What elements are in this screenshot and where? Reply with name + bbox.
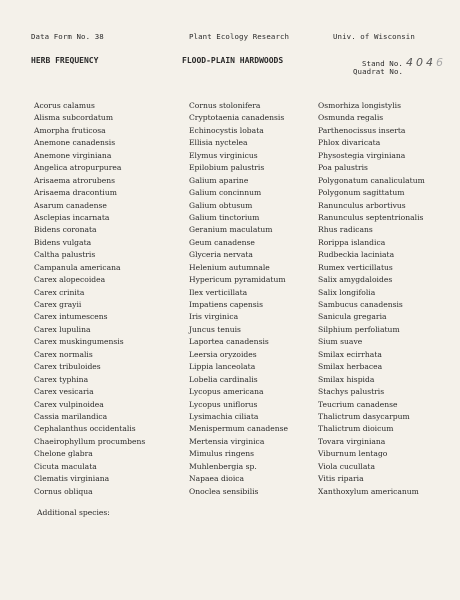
species-item: Parthenocissus inserta — [318, 125, 406, 135]
species-item: Rudbeckia laciniata — [318, 250, 395, 260]
species-item: Leersia oryzoides — [189, 349, 257, 359]
species-item: Poa palustris — [318, 163, 368, 173]
species-item: Geum canadense — [189, 237, 255, 247]
species-item: Osmorhiza longistylis — [318, 101, 401, 110]
university: Univ. of Wisconsin — [333, 32, 415, 41]
species-item: Carex muskingumensis — [34, 337, 124, 347]
species-item: Silphium perfoliatum — [318, 324, 400, 334]
species-item: Vitis riparia — [318, 474, 364, 484]
species-item: Teucrium canadense — [318, 399, 398, 409]
species-item: Polygonatum canaliculatum — [318, 175, 425, 185]
species-item: Lycopus americana — [189, 387, 264, 397]
species-item: Hypericum pyramidatum — [189, 275, 286, 285]
species-item: Carex intumescens — [34, 312, 108, 322]
species-item: Amorpha fruticosa — [34, 125, 106, 135]
organization: Plant Ecology Research — [189, 32, 290, 41]
species-item: Juncus tenuis — [189, 324, 241, 334]
species-item: Impatiens capensis — [189, 300, 264, 309]
species-item: Carex typhina — [34, 374, 89, 384]
species-item: Galium tinctorium — [189, 212, 260, 222]
species-item: Carex lupulina — [34, 324, 91, 334]
species-item: Angelica atropurpurea — [34, 163, 122, 173]
stand-number-label: Stand No. — [362, 59, 403, 68]
species-item: Echinocystis lobata — [189, 125, 264, 135]
species-item: Thalictrum dioicum — [318, 424, 394, 434]
species-item: Menispermum canadense — [189, 424, 289, 434]
species-item: Cephalanthus occidentalis — [34, 424, 136, 434]
species-item: Bidens vulgata — [34, 237, 92, 247]
species-item: Campanula americana — [34, 262, 121, 272]
species-item: Ranunculus septentrionalis — [318, 212, 424, 222]
species-item: Lycopus uniflorus — [189, 399, 258, 409]
species-item: Anemone canadensis — [34, 138, 116, 148]
species-item: Rumex verticillatus — [318, 262, 393, 272]
species-column-1 — [34, 100, 145, 498]
species-item: Bidens coronata — [34, 225, 97, 235]
species-item: Carex crinita — [34, 287, 85, 297]
species-column-2 — [189, 100, 288, 498]
species-item: Glyceria nervata — [189, 250, 253, 260]
species-item: Chaeirophyllum procumbens — [34, 436, 146, 446]
species-item: Acorus calamus — [34, 101, 95, 110]
species-item: Mimulus ringens — [189, 449, 255, 459]
species-item: Cryptotaenia canadensis — [189, 113, 285, 123]
quadrat-number-label: Quadrat No. — [353, 67, 404, 76]
species-item: Ellisia nyctelea — [189, 138, 248, 148]
species-item: Epilobium palustris — [189, 163, 265, 173]
species-item: Salix longifolia — [318, 287, 376, 297]
species-item: Galium aparine — [189, 175, 249, 185]
species-item: Salix amygdaloides — [318, 275, 393, 285]
species-item: Iris virginica — [189, 312, 239, 322]
species-item: Lippia lanceolata — [189, 362, 256, 372]
species-item: Cicuta maculata — [34, 461, 97, 471]
species-item: Polygonum sagittatum — [318, 188, 405, 198]
species-item: Alisma subcordatum — [34, 113, 114, 123]
stand-number-value: 4046 — [405, 56, 446, 69]
species-item: Phlox divaricata — [318, 138, 381, 148]
species-column-3 — [318, 100, 425, 498]
species-item: Smilax hispida — [318, 374, 375, 384]
species-item: Arisaema atrorubens — [34, 175, 116, 185]
species-item: Stachys palustris — [318, 387, 385, 397]
species-item: Viburnum lentago — [318, 449, 388, 459]
species-item: Asclepias incarnata — [34, 212, 110, 222]
species-item: Xanthoxylum americanum — [318, 486, 419, 496]
species-item: Chelone glabra — [34, 449, 93, 459]
species-item: Arisaema dracontium — [34, 188, 117, 198]
species-item: Sambucus canadensis — [318, 300, 403, 309]
species-item: Carex vulpinoidea — [34, 399, 104, 409]
species-item: Carex grayii — [34, 300, 82, 309]
species-item: Smilax herbacea — [318, 362, 383, 372]
species-item: Mertensia virginica — [189, 436, 265, 446]
species-item: Smilax ecirrhata — [318, 349, 382, 359]
species-item: Napaea dioica — [189, 474, 245, 484]
species-item: Sanicula gregaria — [318, 312, 387, 322]
species-item: Carex tribuloides — [34, 362, 101, 372]
species-item: Osmunda regalis — [318, 113, 384, 123]
additional-species-label: Additional species: — [37, 508, 110, 517]
species-item: Galium concinnum — [189, 188, 262, 198]
species-item: Lysimachia ciliata — [189, 411, 259, 421]
species-item: Geranium maculatum — [189, 225, 273, 235]
species-item: Thalictrum dasycarpum — [318, 411, 410, 421]
species-item: Cornus obliqua — [34, 486, 93, 496]
species-item: Carex alopecoidea — [34, 275, 106, 285]
species-item: Carex vesicaria — [34, 387, 94, 397]
species-item: Clematis virginiana — [34, 474, 110, 484]
species-item: Laportea canadensis — [189, 337, 269, 347]
species-item: Helenium autumnale — [189, 262, 270, 272]
species-item: Asarum canadense — [34, 200, 107, 210]
form-number: Data Form No. 38 — [31, 32, 104, 41]
form-title: HERB FREQUENCY — [31, 56, 99, 65]
species-item: Sium suave — [318, 337, 363, 347]
species-item: Viola cucullata — [318, 461, 375, 471]
species-item: Galium obtusum — [189, 200, 253, 210]
species-item: Physostegia virginiana — [318, 150, 406, 160]
species-item: Rhus radicans — [318, 225, 373, 235]
species-item: Cassia marilandica — [34, 411, 108, 421]
species-item: Ilex verticillata — [189, 287, 248, 297]
species-item: Cornus stolonifera — [189, 101, 261, 110]
species-item: Anemone virginiana — [34, 150, 112, 160]
species-item: Onoclea sensibilis — [189, 486, 259, 496]
species-item: Tovara virginiana — [318, 436, 386, 446]
community-title: FLOOD-PLAIN HARDWOODS — [182, 56, 284, 65]
species-item: Elymus virginicus — [189, 150, 258, 160]
species-item: Rorippa islandica — [318, 237, 386, 247]
species-item: Ranunculus arbortivus — [318, 200, 406, 210]
species-item: Muhlenbergia sp. — [189, 461, 257, 471]
species-item: Carex normalis — [34, 349, 93, 359]
species-item: Caltha palustris — [34, 250, 96, 260]
species-item: Lobelia cardinalis — [189, 374, 258, 384]
